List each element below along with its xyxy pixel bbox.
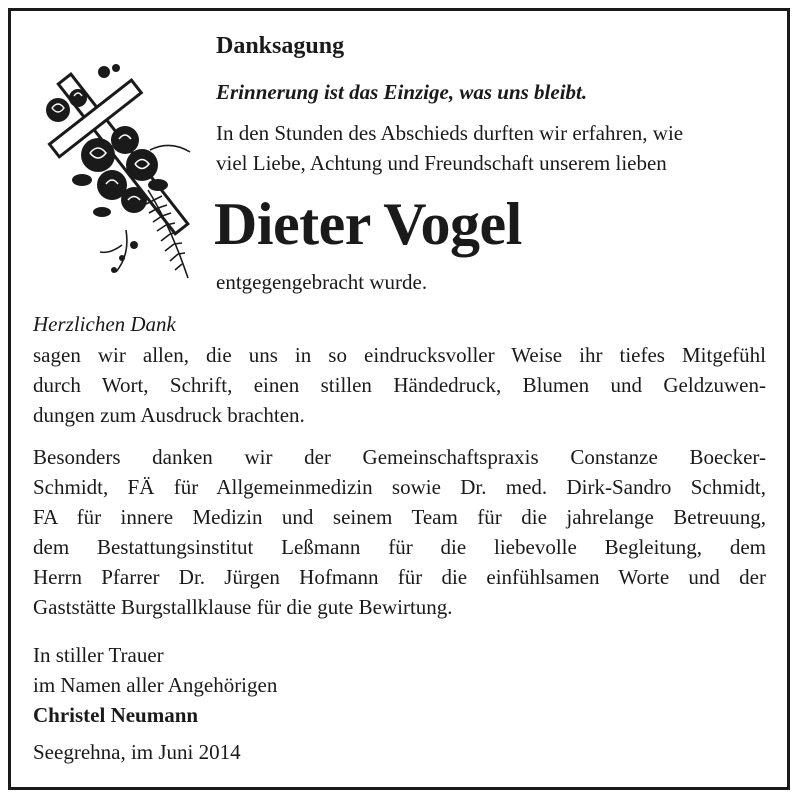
intro-line: viel Liebe, Achtung und Freundschaft unserem lieben xyxy=(216,151,667,175)
paragraph-line: Gaststätte Burgstallklause für die gute Bewirtung. xyxy=(33,595,453,619)
intro-line: In den Stunden des Abschieds durften wir erfahren, wie xyxy=(216,121,684,145)
paragraph-line: dungen zum Ausdruck brachten. xyxy=(33,403,305,427)
special-thanks-paragraph xyxy=(33,442,766,622)
paragraph-line: durch Wort, Schrift, einen stillen Händedruck, Blumen und Geldzuwen- xyxy=(33,373,766,397)
paragraph-line: sagen wir allen, die uns in so eindrucksvoller Weise ihr tiefes Mitgefühl xyxy=(33,343,766,367)
signature-line: In stiller Trauer xyxy=(33,643,164,667)
paragraph-line: dem Bestattungsinstitut Leßmann für die liebevolle Begleitung, dem xyxy=(33,535,766,559)
place-date: Seegrehna, im Juni 2014 xyxy=(33,740,241,764)
deceased-name: Dieter Vogel xyxy=(214,191,522,257)
paragraph-line: Schmidt, FÄ für Allgemeinmedizin sowie Dr. med. Dirk-Sandro Schmidt, xyxy=(33,475,766,499)
thanks-paragraph xyxy=(33,340,766,430)
paragraph-line: Herrn Pfarrer Dr. Jürgen Hofmann für die einfühlsamen Worte und der xyxy=(33,565,766,589)
after-name-text: entgegengebracht wurde. xyxy=(216,270,428,294)
paragraph-line: FA für innere Medizin und seinem Team für die jahrelange Betreuung, xyxy=(33,505,766,529)
thanks-heading: Herzlichen Dank xyxy=(33,312,176,336)
signature-block xyxy=(33,640,277,730)
motto: Erinnerung ist das Einzige, was uns bleibt. xyxy=(216,80,588,104)
intro-text xyxy=(216,118,683,178)
cross-with-roses-icon xyxy=(30,40,200,290)
signature-name: Christel Neumann xyxy=(33,703,199,727)
signature-line: im Namen aller Angehörigen xyxy=(33,673,278,697)
notice-title: Danksagung xyxy=(216,33,345,59)
paragraph-line: Besonders danken wir der Gemeinschaftspraxis Constanze Boecker- xyxy=(33,445,766,469)
